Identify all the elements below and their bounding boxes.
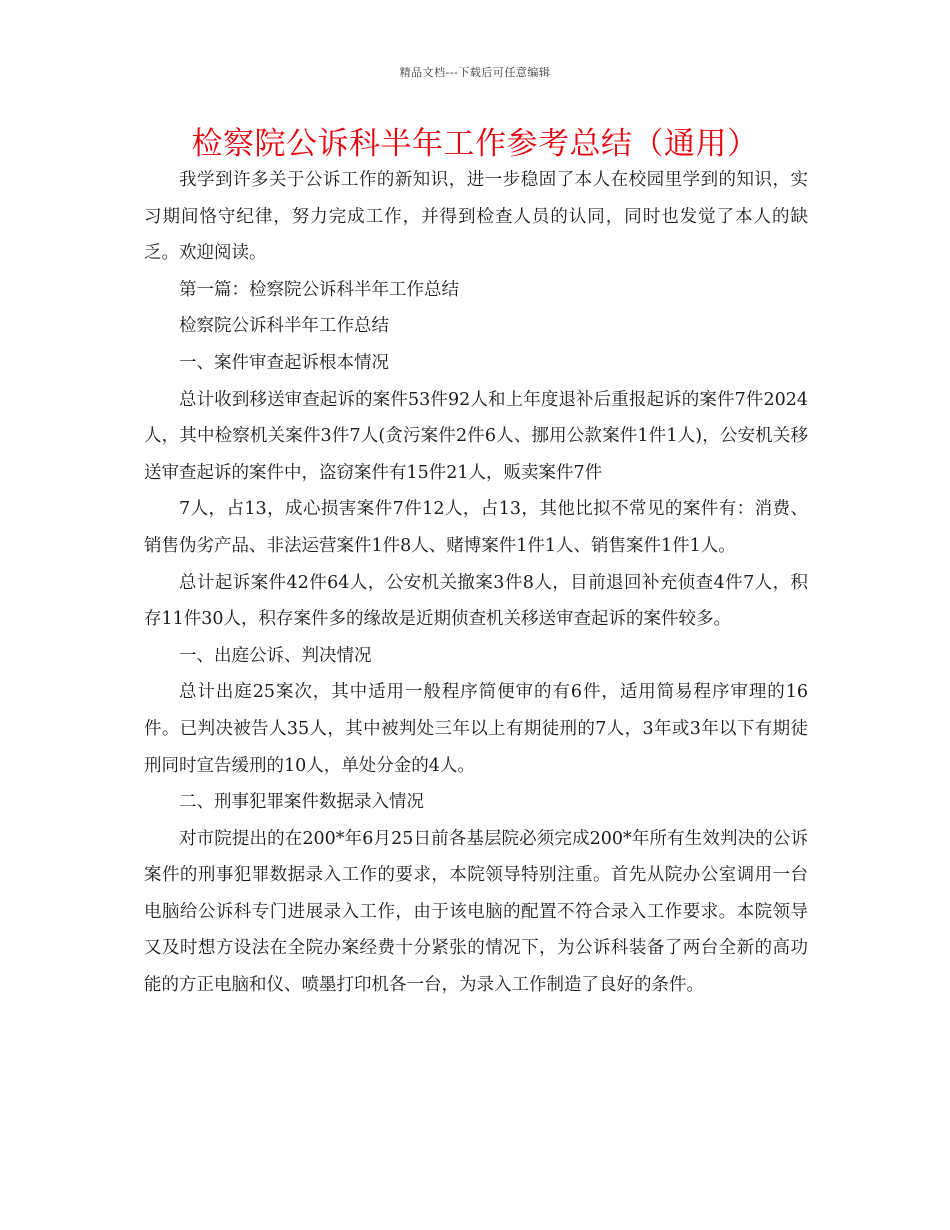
paragraph: 我学到许多关于公诉工作的新知识，进一步稳固了本人在校园里学到的知识，实习期间恪守纪律，努力完成工作，并得到检查人员的认同，同时也发觉了本人的缺乏。欢迎阅读。: [144, 170, 808, 264]
paragraph: 检察院公诉科半年工作总结: [179, 316, 389, 337]
paragraph: 总计收到移送审查起诉的案件53件92人和上年度退补后重报起诉的案件7件2024人，其中检察机关案件3件7人(贪污案件2件6人、挪用公款案件1件1人)，公安机关移送审查起诉的案件中，盗窃案件有15件21人，贩卖案件7件: [144, 389, 808, 483]
document-body: [144, 162, 808, 1004]
paragraph: 总计起诉案件42件64人，公安机关撤案3件8人，目前退回补充侦查4件7人，积存11件30人，积存案件多的缘故是近期侦查机关移送审查起诉的案件较多。: [144, 572, 808, 630]
section-heading: 一、出庭公诉、判决情况: [179, 645, 372, 666]
section-heading: 一、案件审查起诉根本情况: [179, 352, 389, 373]
paragraph: 对市院提出的在200*年6月25日前各基层院必须完成200*年所有生效判决的公诉案件的刑事犯罪数据录入工作的要求，本院领导特别注重。首先从院办公室调用一台电脑给公诉科专门进展录入工作，由于该电脑的配置不符合录入工作要求。本院领导又及时想方设法在全院办案经费十分紧张的情况下，为公诉科装备了两台全新的高功能的方正电脑和仪、喷墨打印机各一台，为录入工作制造了良好的条件。: [144, 828, 808, 996]
page-header: 精品文档---下载后可任意编辑: [399, 66, 551, 79]
paragraph: 7人，占13，成心损害案件7件12人，占13，其他比拟不常见的案件有：消费、销售伪劣产品、非法运营案件1件8人、赌博案件1件1人、销售案件1件1人。: [144, 499, 808, 556]
paragraph: 第一篇：检察院公诉科半年工作总结: [179, 279, 459, 300]
document-title: 检察院公诉科半年工作参考总结（通用）: [191, 126, 759, 162]
paragraph: 总计出庭25案次，其中适用一般程序简便审的有6件，适用简易程序审理的16件。已判决被告人35人，其中被判处三年以上有期徒刑的7人，3年或3年以下有期徒刑同时宣告缓刑的10人，单处分金的4人。: [144, 682, 808, 776]
section-heading: 二、刑事犯罪案件数据录入情况: [179, 792, 424, 813]
